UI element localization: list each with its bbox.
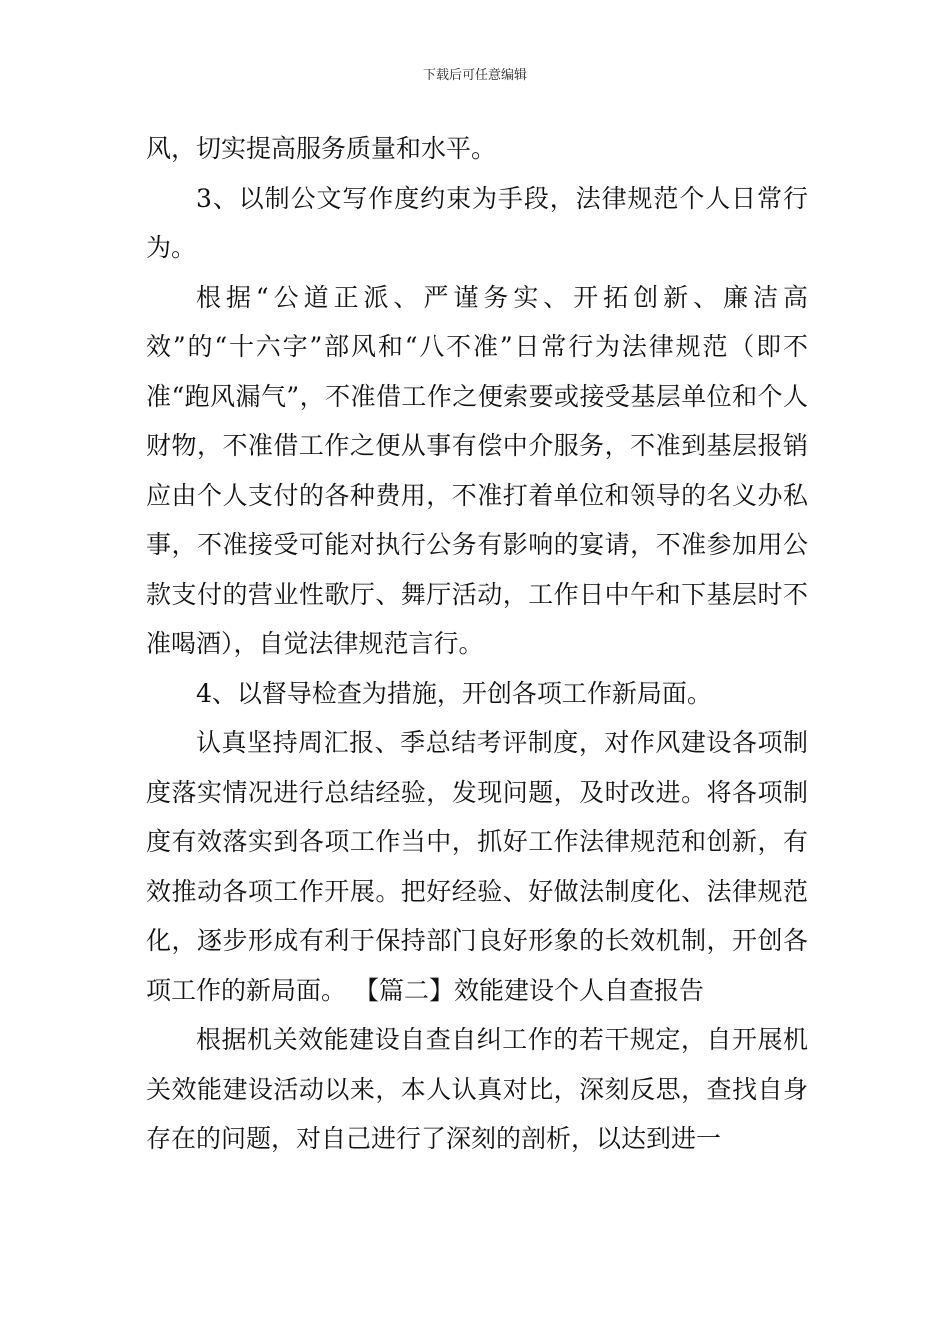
paragraph-2: 3、以制公文写作度约束为手段，法律规范个人日常行为。 xyxy=(146,183,808,262)
paragraph-6: 根据机关效能建设自查自纠工作的若干规定，自开展机关效能建设活动以来，本人认真对比，深刻反思，查找自身存在的问题，对自己进行了深刻的剖析，以达到进一 xyxy=(146,1025,808,1153)
paragraph-1: 风，切实提高服务质量和水平。 xyxy=(146,134,497,163)
document-body xyxy=(146,124,808,1164)
paragraph-3: 根据“公道正派、严谨务实、开拓创新、廉洁高效”的“十六字”部风和“八不准”日常行为法律规范（即不准“跑风漏气”，不准借工作之便索要或接受基层单位和个人财物，不准借工作之便从事有偿中介服务，不准到基层报销应由个人支付的各种费用，不准打着单位和领导的名义办私事，不准接受可能对执行公务有影响的宴请，不准参加用公款支付的营业性歌厅、舞厅活动，工作日中午和下基层时不准喝酒），自觉法律规范言行。 xyxy=(146,282,808,658)
page-header: 下载后可任意编辑 xyxy=(422,68,527,83)
paragraph-4: 4、以督导检查为措施，开创各项工作新局面。 xyxy=(196,678,712,708)
paragraph-5: 认真坚持周汇报、季总结考评制度，对作风建设各项制度落实情况进行总结经验，发现问题，及时改进。将各项制度有效落实到各项工作当中，抓好工作法律规范和创新，有效推动各项工作开展。把好经验、好做法制度化、法律规范化，逐步形成有利于保持部门良好形象的长效机制，开创各项工作的新局面。 【篇二】效能建设个人自查报告 xyxy=(146,728,808,1005)
